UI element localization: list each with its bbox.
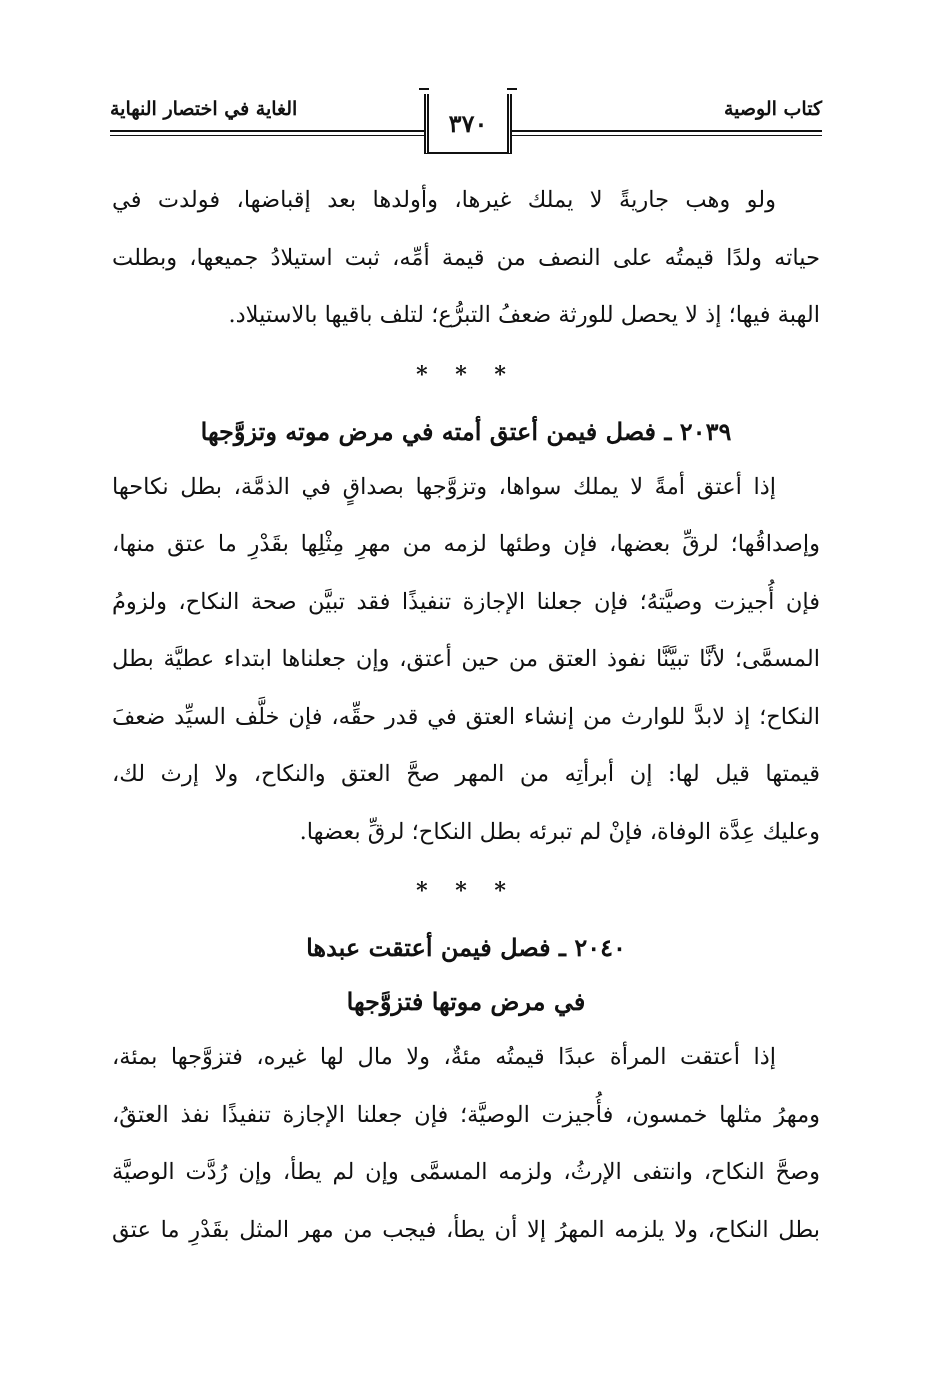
text-line: وصحَّ النكاح، وانتفى الإرثُ، ولزمه المسمَّى وإن لم يطأ، وإن رُدَّت الوصيَّة [112, 1159, 820, 1185]
running-header [110, 92, 822, 172]
header-book-section: كتاب الوصية [723, 98, 822, 120]
page-number: ٣٧٠ [448, 108, 488, 138]
text-line: إذا أعتق أمةً لا يملك سواها، وتزوَّجها بصداقٍ في الذمَّة، بطل نكاحها [112, 473, 776, 500]
page-number-frame [424, 94, 512, 154]
text-line: ولو وهب جاريةً لا يملك غيرها، وأولدها بعد إقباضها، فولدت في [112, 187, 776, 213]
page-body [112, 172, 820, 1259]
text-line: وعليك عِدَّة الوفاة، فإنْ لم تبرئه بطل النكاح؛ لرقِّ بعضها. [299, 818, 820, 845]
section-heading-2039: ٢٠٣٩ ـ فصل فيمن أعتق أمته في مرض موته وتزوَّجها [200, 416, 732, 446]
text-line: حياته ولدًا قيمتُه على النصف من قيمة أمِّه، ثبت استيلادُ جميعها، وبطلت [112, 244, 820, 271]
text-line: قيمتها قيل لها: إن أبرأتِه من المهر صحَّ العتق والنكاح، ولا إرث لك، [112, 761, 820, 787]
section-heading-2040-line1: ٢٠٤٠ ـ فصل فيمن أعتقت عبدها [306, 933, 626, 962]
text-line: الهبة فيها؛ إذ لا يحصل للورثة ضعفُ التبرُّع؛ لتلف باقيها بالاستيلاد. [228, 302, 820, 328]
paragraph-2040 [112, 1029, 820, 1259]
paragraph-intro [112, 172, 820, 345]
paragraph-2039 [112, 459, 820, 862]
text-line: إذا أعتقت المرأة عبدًا قيمتُه مئةٌ، ولا مال لها غيره، فتزوَّجها بمئة، [112, 1044, 776, 1070]
section-separator: * * * [416, 361, 516, 388]
section-separator: * * * [416, 878, 516, 904]
text-line: فإن أُجيزت وصيَّتهُ؛ فإن جعلنا الإجازة تنفيذًا فقد تبيَّن صحة النكاح، ولزومُ [112, 588, 820, 615]
header-book-title: الغاية في اختصار النهاية [110, 98, 298, 120]
text-line: المسمَّى؛ لأنَّا تبيَّنَّا نفوذ العتق من حين أعتق، وإن جعلناها ابتداء عطيَّة بطل [112, 646, 820, 672]
text-line: ومهرُ مثلها خمسون، فأُجيزت الوصيَّة؛ فإن جعلنا الإجازة تنفيذًا نفذ العتقُ، [112, 1101, 820, 1128]
section-heading-2040-line2: في مرض موتها فتزوَّجها [346, 987, 586, 1016]
text-line: النكاح؛ إذ لابدَّ للوارث من إنشاء العتق في قدر حقِّه، فإن خلَّف السيِّد ضعفَ [112, 703, 820, 730]
text-line: بطل النكاح، ولا يلزمه المهرُ إلا أن يطأ، فيجب من مهر المثل بقَدْرِ ما عتق [112, 1216, 820, 1243]
text-line: وإصداقُها؛ لرقِّ بعضها، فإن وطئها لزمه من مهرِ مِثْلِها بقَدْرِ ما عتق منها، [112, 531, 820, 557]
